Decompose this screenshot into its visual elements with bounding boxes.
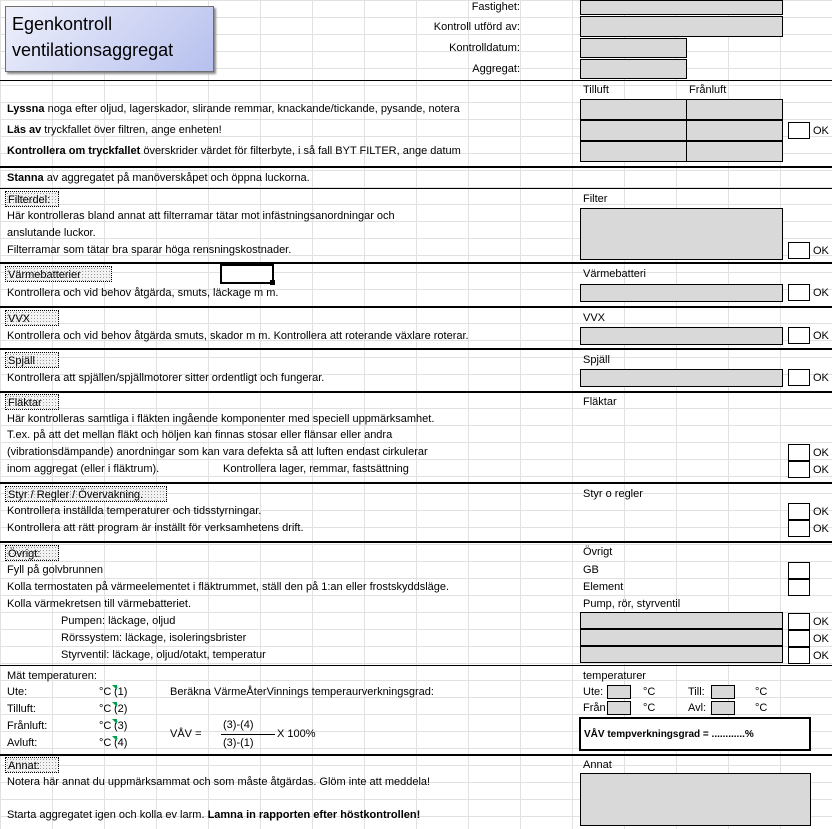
divider xyxy=(0,188,832,189)
ok-checkbox-ror[interactable] xyxy=(788,630,810,647)
ovrigt-sub-2: Rörssystem: läckage, isoleringsbrister xyxy=(61,632,247,644)
field-label-kontrolldatum: Kontrolldatum: xyxy=(449,42,520,54)
ok-checkbox-spjall[interactable] xyxy=(788,369,810,386)
divider xyxy=(0,348,832,350)
ok-checkbox-pressure[interactable] xyxy=(788,122,810,139)
varme-label: Värmebatteri xyxy=(583,268,646,280)
filter-text-2: anslutande luckor. xyxy=(7,227,96,239)
flaktar-text-2: T.ex. på att det mellan fläkt och höljen kan finnas stosar eller flänsar eller andra xyxy=(7,429,393,441)
calc-heading: Beräkna VärmeÅterVinnings temperaurverkningsgrad: xyxy=(170,686,434,698)
tilluft-noise-input[interactable] xyxy=(580,99,687,120)
instruction-stanna: Stanna av aggregatet på manöverskåpet och öppna luckorna. xyxy=(7,172,310,184)
temp-label-avl: Avl: xyxy=(688,702,707,714)
ok-label: OK xyxy=(813,245,829,257)
divider xyxy=(0,754,832,756)
temp-unit: °C xyxy=(755,702,768,714)
temp-row-ute: Ute: xyxy=(7,686,28,698)
comment-indicator xyxy=(112,702,117,707)
section-varmebatterier: Värmebatterier xyxy=(5,266,112,282)
ovrigt-sub-3: Styrventil: läckage, oljud/otakt, temperatur xyxy=(61,649,266,661)
spjall-label: Spjäll xyxy=(583,354,610,366)
varme-text: Kontrollera och vid behov åtgärda, smuts, läckage m m. xyxy=(7,287,279,299)
ovrigt-text-2: Kolla termostaten på värmeelementet i fläktrummet, ställ den på 1:an eller frostskyddsläge. xyxy=(7,581,450,593)
filter-notes-input[interactable] xyxy=(580,208,783,260)
kontrolldatum-input[interactable] xyxy=(580,38,687,58)
section-filterdel: Filterdel: xyxy=(5,191,59,207)
temp-label-fran: Från xyxy=(583,702,606,714)
field-label-kontroll-utford-av: Kontroll utförd av: xyxy=(433,21,520,33)
column-tilluft: Tilluft xyxy=(583,84,609,96)
divider xyxy=(0,80,832,81)
ok-label: OK xyxy=(813,616,829,628)
divider xyxy=(0,262,832,264)
annat-label: Annat xyxy=(583,759,612,771)
styr-label: Styr o regler xyxy=(583,488,643,500)
styr-text-1: Kontrollera inställda temperaturer och tidsstyrningar. xyxy=(7,505,262,517)
ok-label: OK xyxy=(813,464,829,476)
aggregat-input[interactable] xyxy=(580,59,687,79)
flaktar-text-extra: Kontrollera lager, remmar, fastsättning xyxy=(223,463,409,475)
ok-label: OK xyxy=(813,523,829,535)
tilluft-pressure-input[interactable] xyxy=(580,120,687,141)
temp-label-ute: Ute: xyxy=(583,686,604,698)
vvx-text: Kontrollera och vid behov åtgärda smuts, skador m m. Kontrollera att roterande växlare roterar. xyxy=(7,330,469,342)
filter-label: Filter xyxy=(583,193,608,205)
ok-label: OK xyxy=(813,633,829,645)
divider xyxy=(0,306,832,308)
divider xyxy=(0,541,832,543)
spjall-text: Kontrollera att spjällen/spjällmotorer sitter ordentligt och fungerar. xyxy=(7,372,325,384)
selected-cell[interactable] xyxy=(220,264,274,284)
vvx-input[interactable] xyxy=(580,327,783,345)
instruction-las-av: Läs av tryckfallet över filtren, ange enheten! xyxy=(7,124,222,136)
temp-unit: °C xyxy=(643,702,656,714)
title-line-2: ventilationsaggregat xyxy=(12,40,174,60)
ok-checkbox-styr-2[interactable] xyxy=(788,520,810,537)
ror-input[interactable] xyxy=(580,629,783,646)
ok-checkbox-pump[interactable] xyxy=(788,613,810,630)
ok-label: OK xyxy=(813,372,829,384)
ovrigt-text-3: Kolla värmekretsen till värmebatteriet. xyxy=(7,598,192,610)
instruction-kontrollera-tryckfall: Kontrollera om tryckfallet överskrider värdet för filterbyte, i så fall BYT FILTER, ange datum xyxy=(7,145,461,157)
column-franluft: Frånluft xyxy=(689,84,727,96)
franluft-pressure-input[interactable] xyxy=(686,120,783,141)
filter-text-1: Här kontrolleras bland annat att filterramar tätar mot infästningsanordningar och xyxy=(7,210,395,222)
instruction-lyssna: Lyssna noga efter oljud, lagerskador, slirande remmar, knackande/tickande, pysande, notera xyxy=(7,103,460,115)
temp-unit: °C xyxy=(643,686,656,698)
styr-text-2: Kontrollera att rätt program är inställt för verksamhetens drift. xyxy=(7,522,304,534)
ok-checkbox-styrventil[interactable] xyxy=(788,647,810,664)
vav-equals: VÅV = xyxy=(170,728,202,740)
temp-row-franluft: Frånluft: xyxy=(7,720,48,732)
comment-indicator xyxy=(112,736,117,741)
vvx-label: VVX xyxy=(583,312,606,324)
temperaturer-label: temperaturer xyxy=(583,670,646,682)
flaktar-text-4: inom aggregat (eller i fläktrum). xyxy=(7,463,160,475)
fraction-line xyxy=(221,734,275,735)
temp-num-4: (4) xyxy=(114,737,128,749)
divider xyxy=(0,665,832,666)
ovrigt-label-gb: GB xyxy=(583,564,599,576)
ok-label: OK xyxy=(813,447,829,459)
field-label-fastighet: Fastighet: xyxy=(471,1,520,13)
flaktar-label: Fläktar xyxy=(583,396,617,408)
temp-unit: °C xyxy=(755,686,768,698)
section-styr-regler: Styr / Regler / Övervakning. xyxy=(5,486,167,502)
fastighet-input[interactable] xyxy=(580,0,783,15)
comment-indicator xyxy=(112,685,117,690)
ok-label: OK xyxy=(813,125,829,137)
ok-label: OK xyxy=(813,650,829,662)
ovrigt-text-1: Fyll på golvbrunnen xyxy=(7,564,104,576)
section-annat: Annat: xyxy=(5,757,59,773)
annat-notes-input[interactable] xyxy=(580,773,811,826)
checkbox-element[interactable] xyxy=(788,579,810,596)
fill-handle[interactable] xyxy=(270,280,275,285)
kontroll-utford-av-input[interactable] xyxy=(580,16,783,37)
divider xyxy=(0,391,832,393)
ok-checkbox-filter[interactable] xyxy=(788,242,810,259)
field-label-aggregat: Aggregat: xyxy=(472,63,520,75)
ok-checkbox-flaktar-2[interactable] xyxy=(788,461,810,478)
till-temp-input[interactable] xyxy=(711,685,735,699)
flaktar-text-3: (vibrationsdämpande) anordningar som kan vara defekta så att luften endast cirkulerar xyxy=(7,446,428,458)
varme-input[interactable] xyxy=(580,284,783,302)
temp-label-till: Till: xyxy=(688,686,705,698)
tilluft-filter-date-input[interactable] xyxy=(580,141,687,162)
temp-unit: °C xyxy=(99,686,112,698)
pump-input[interactable] xyxy=(580,612,783,629)
ok-checkbox-flaktar-1[interactable] xyxy=(788,444,810,461)
flaktar-text-1: Här kontrolleras samtliga i fläkten ingående komponenter med speciell uppmärksamhet. xyxy=(7,413,435,425)
temp-heading: Mät temperaturen: xyxy=(7,670,97,682)
ok-checkbox-varme[interactable] xyxy=(788,284,810,301)
form-title xyxy=(5,6,214,72)
franluft-filter-date-input[interactable] xyxy=(686,141,783,162)
temp-row-avluft: Avluft: xyxy=(7,737,38,749)
section-spjall: Spjäll xyxy=(5,352,59,368)
filter-text-3: Filterramar som tätar bra sparar höga rensningskostnader. xyxy=(7,244,292,256)
temp-num-3: (3) xyxy=(114,720,128,732)
comment-indicator xyxy=(112,719,117,724)
temp-unit: °C xyxy=(99,703,112,715)
annat-final: Starta aggregatet igen och kolla ev larm. Lamna in rapporten efter höstkontrollen! xyxy=(7,809,421,821)
ok-checkbox-vvx[interactable] xyxy=(788,327,810,344)
divider xyxy=(0,166,832,168)
temp-row-tilluft: Tilluft: xyxy=(7,703,36,715)
section-vvx: VVX xyxy=(5,310,59,326)
fran-temp-input[interactable] xyxy=(607,701,631,715)
ovrigt-sub-1: Pumpen: läckage, oljud xyxy=(61,615,176,627)
vav-denominator: (3)-(1) xyxy=(223,737,254,749)
avl-temp-input[interactable] xyxy=(711,701,735,715)
section-ovrigt: Övrigt: xyxy=(5,545,59,561)
temp-num-2: (2) xyxy=(114,703,128,715)
ovrigt-label-pump: Pump, rör, styrventil xyxy=(583,598,681,610)
ok-checkbox-styr-1[interactable] xyxy=(788,503,810,520)
ovrigt-label: Övrigt xyxy=(583,546,613,558)
checkbox-gb[interactable] xyxy=(788,562,810,579)
vav-multiplier: X 100% xyxy=(277,728,316,740)
annat-text: Notera här annat du uppmärksammat och som måste åtgärdas. Glöm inte att meddela! xyxy=(7,776,431,788)
temp-num-1: (1) xyxy=(114,686,128,698)
temp-unit: °C xyxy=(99,720,112,732)
title-line-1: Egenkontroll xyxy=(12,14,113,34)
vav-result-box[interactable] xyxy=(579,717,811,751)
franluft-noise-input[interactable] xyxy=(686,99,783,120)
ok-label: OK xyxy=(813,330,829,342)
ok-label: OK xyxy=(813,287,829,299)
vav-result-text: VÅV tempverkningsgrad = ............% xyxy=(584,729,754,740)
styrventil-input[interactable] xyxy=(580,646,783,663)
section-flaktar: Fläktar xyxy=(5,394,59,410)
spjall-input[interactable] xyxy=(580,369,783,387)
ok-label: OK xyxy=(813,506,829,518)
temp-unit: °C xyxy=(99,737,112,749)
divider xyxy=(0,482,832,484)
ovrigt-label-element: Element xyxy=(583,581,624,593)
ute-temp-input[interactable] xyxy=(607,685,631,699)
vav-numerator: (3)-(4) xyxy=(223,719,254,731)
